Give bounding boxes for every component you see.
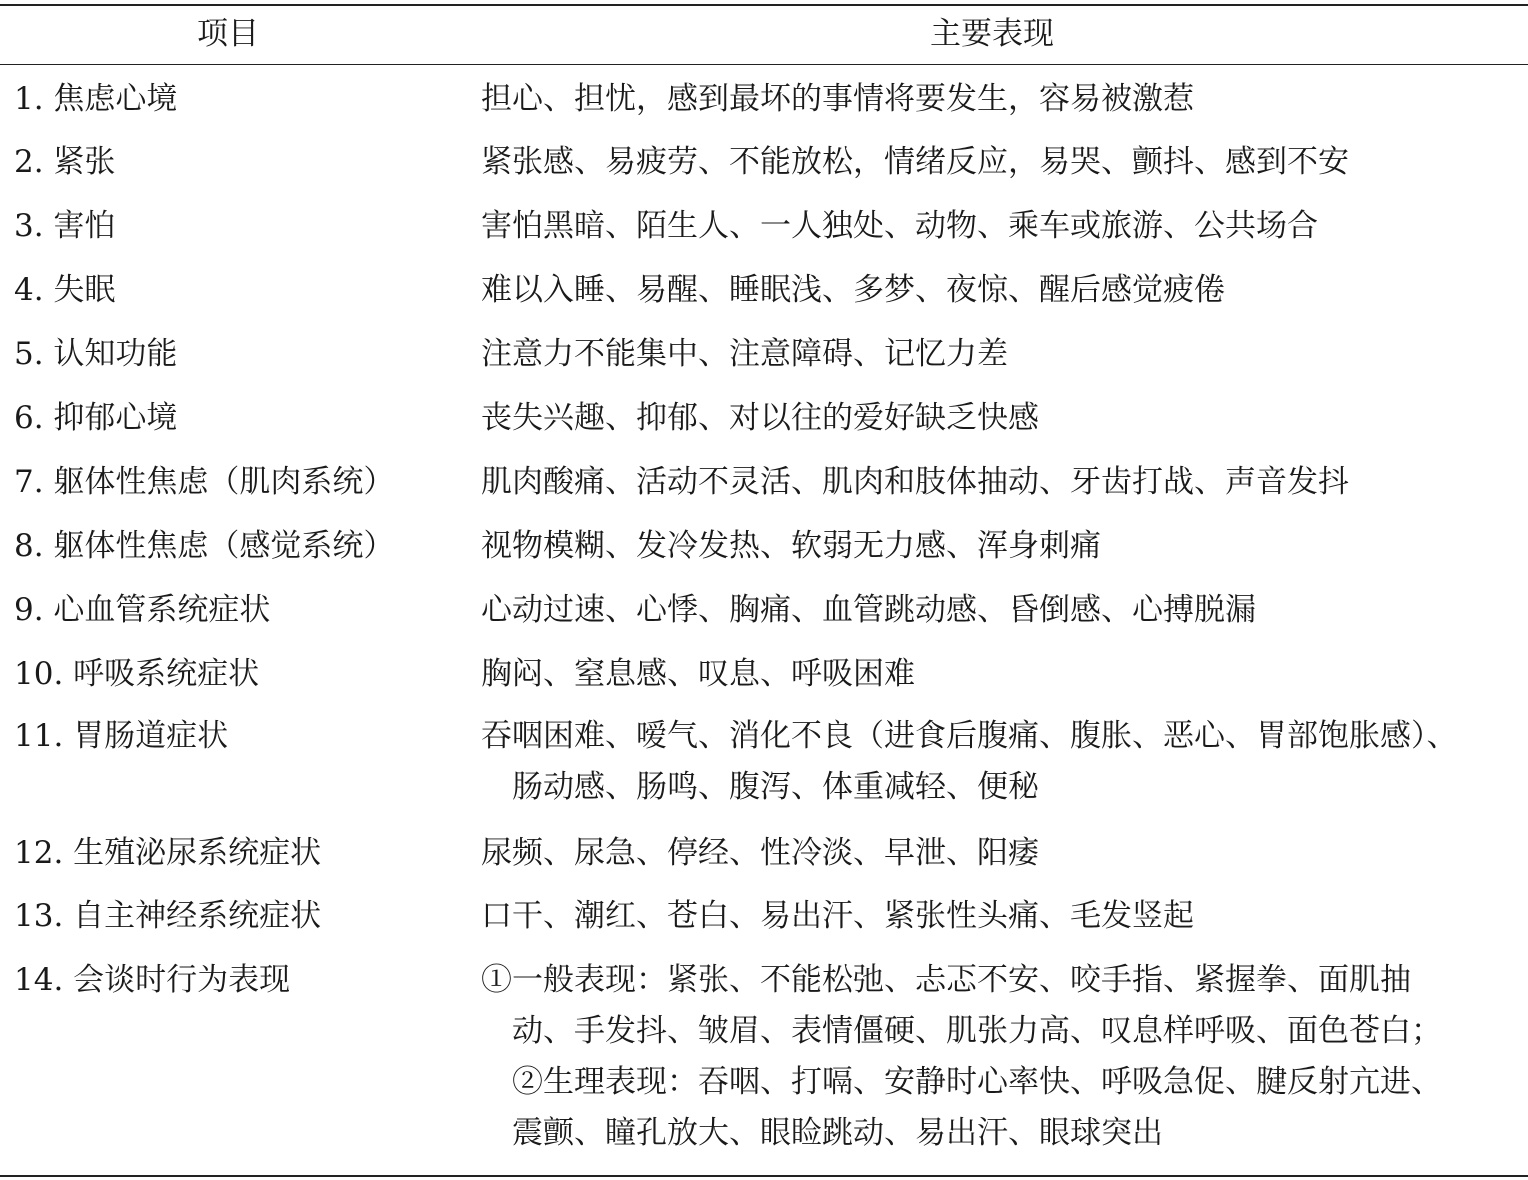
item-cell: 13. 自主神经系统症状 bbox=[14, 898, 322, 934]
manifestation-cell bbox=[481, 201, 1521, 252]
manifestation-line: 震颤、瞳孔放大、眼睑跳动、易出汗、眼球突出 bbox=[512, 1115, 1163, 1151]
manifestation-cell bbox=[481, 137, 1521, 188]
item-cell: 12. 生殖泌尿系统症状 bbox=[14, 835, 322, 871]
manifestation-line: 口干、潮红、苍白、易出汗、紧张性头痛、毛发竖起 bbox=[481, 898, 1194, 934]
manifestation-cell bbox=[481, 457, 1521, 508]
manifestation-cell bbox=[481, 74, 1521, 125]
manifestation-cell bbox=[481, 393, 1521, 444]
item-cell: 7. 躯体性焦虑（肌肉系统） bbox=[14, 464, 395, 500]
table-top-rule bbox=[0, 4, 1528, 6]
manifestation-line: 担心、担忧，感到最坏的事情将要发生，容易被激惹 bbox=[481, 81, 1194, 117]
item-cell: 1. 焦虑心境 bbox=[14, 81, 178, 117]
item-cell: 14. 会谈时行为表现 bbox=[14, 962, 291, 998]
manifestation-cell bbox=[481, 521, 1521, 572]
manifestation-line: 难以入睡、易醒、睡眠浅、多梦、夜惊、醒后感觉疲倦 bbox=[481, 272, 1225, 308]
manifestation-line: 心动过速、心悸、胸痛、血管跳动感、昏倒感、心搏脱漏 bbox=[481, 592, 1256, 628]
manifestation-line: ①一般表现：紧张、不能松弛、忐忑不安、咬手指、紧握拳、面肌抽 bbox=[481, 962, 1411, 998]
item-cell: 2. 紧张 bbox=[14, 144, 116, 180]
manifestation-cell bbox=[481, 265, 1521, 316]
item-cell: 6. 抑郁心境 bbox=[14, 400, 178, 436]
manifestation-line: 紧张感、易疲劳、不能放松，情绪反应，易哭、颤抖、感到不安 bbox=[481, 144, 1349, 180]
manifestation-line: 注意力不能集中、注意障碍、记忆力差 bbox=[481, 336, 1008, 372]
table-header-rule bbox=[0, 64, 1528, 65]
item-cell: 11. 胃肠道症状 bbox=[14, 718, 229, 754]
manifestation-cell bbox=[481, 955, 1521, 1159]
item-cell: 5. 认知功能 bbox=[14, 336, 178, 372]
manifestation-cell bbox=[481, 828, 1521, 879]
item-cell: 4. 失眠 bbox=[14, 272, 116, 308]
header-main-manifestation: 主要表现 bbox=[930, 16, 1054, 52]
item-cell: 8. 躯体性焦虑（感觉系统） bbox=[14, 528, 395, 564]
manifestation-line: 肌肉酸痛、活动不灵活、肌肉和肢体抽动、牙齿打战、声音发抖 bbox=[481, 464, 1349, 500]
manifestation-cell bbox=[481, 329, 1521, 380]
manifestation-line: 丧失兴趣、抑郁、对以往的爱好缺乏快感 bbox=[481, 400, 1039, 436]
manifestation-line: 肠动感、肠鸣、腹泻、体重减轻、便秘 bbox=[512, 769, 1039, 805]
item-cell: 10. 呼吸系统症状 bbox=[14, 656, 260, 692]
manifestation-line: 动、手发抖、皱眉、表情僵硬、肌张力高、叹息样呼吸、面色苍白； bbox=[512, 1013, 1442, 1049]
header-item: 项目 bbox=[197, 16, 259, 52]
manifestation-cell bbox=[481, 649, 1521, 700]
item-cell: 9. 心血管系统症状 bbox=[14, 592, 271, 628]
manifestation-cell bbox=[481, 891, 1521, 942]
manifestation-line: ②生理表现：吞咽、打嗝、安静时心率快、呼吸急促、腱反射亢进、 bbox=[512, 1064, 1442, 1100]
table-bottom-rule bbox=[0, 1175, 1528, 1177]
manifestation-cell bbox=[481, 585, 1521, 636]
manifestation-cell bbox=[481, 711, 1521, 813]
manifestation-line: 胸闷、窒息感、叹息、呼吸困难 bbox=[481, 656, 915, 692]
manifestation-line: 害怕黑暗、陌生人、一人独处、动物、乘车或旅游、公共场合 bbox=[481, 208, 1318, 244]
item-cell: 3. 害怕 bbox=[14, 208, 116, 244]
manifestation-line: 吞咽困难、嗳气、消化不良（进食后腹痛、腹胀、恶心、胃部饱胀感）、 bbox=[481, 718, 1458, 754]
manifestation-line: 视物模糊、发冷发热、软弱无力感、浑身刺痛 bbox=[481, 528, 1101, 564]
manifestation-line: 尿频、尿急、停经、性冷淡、早泄、阳痿 bbox=[481, 835, 1039, 871]
